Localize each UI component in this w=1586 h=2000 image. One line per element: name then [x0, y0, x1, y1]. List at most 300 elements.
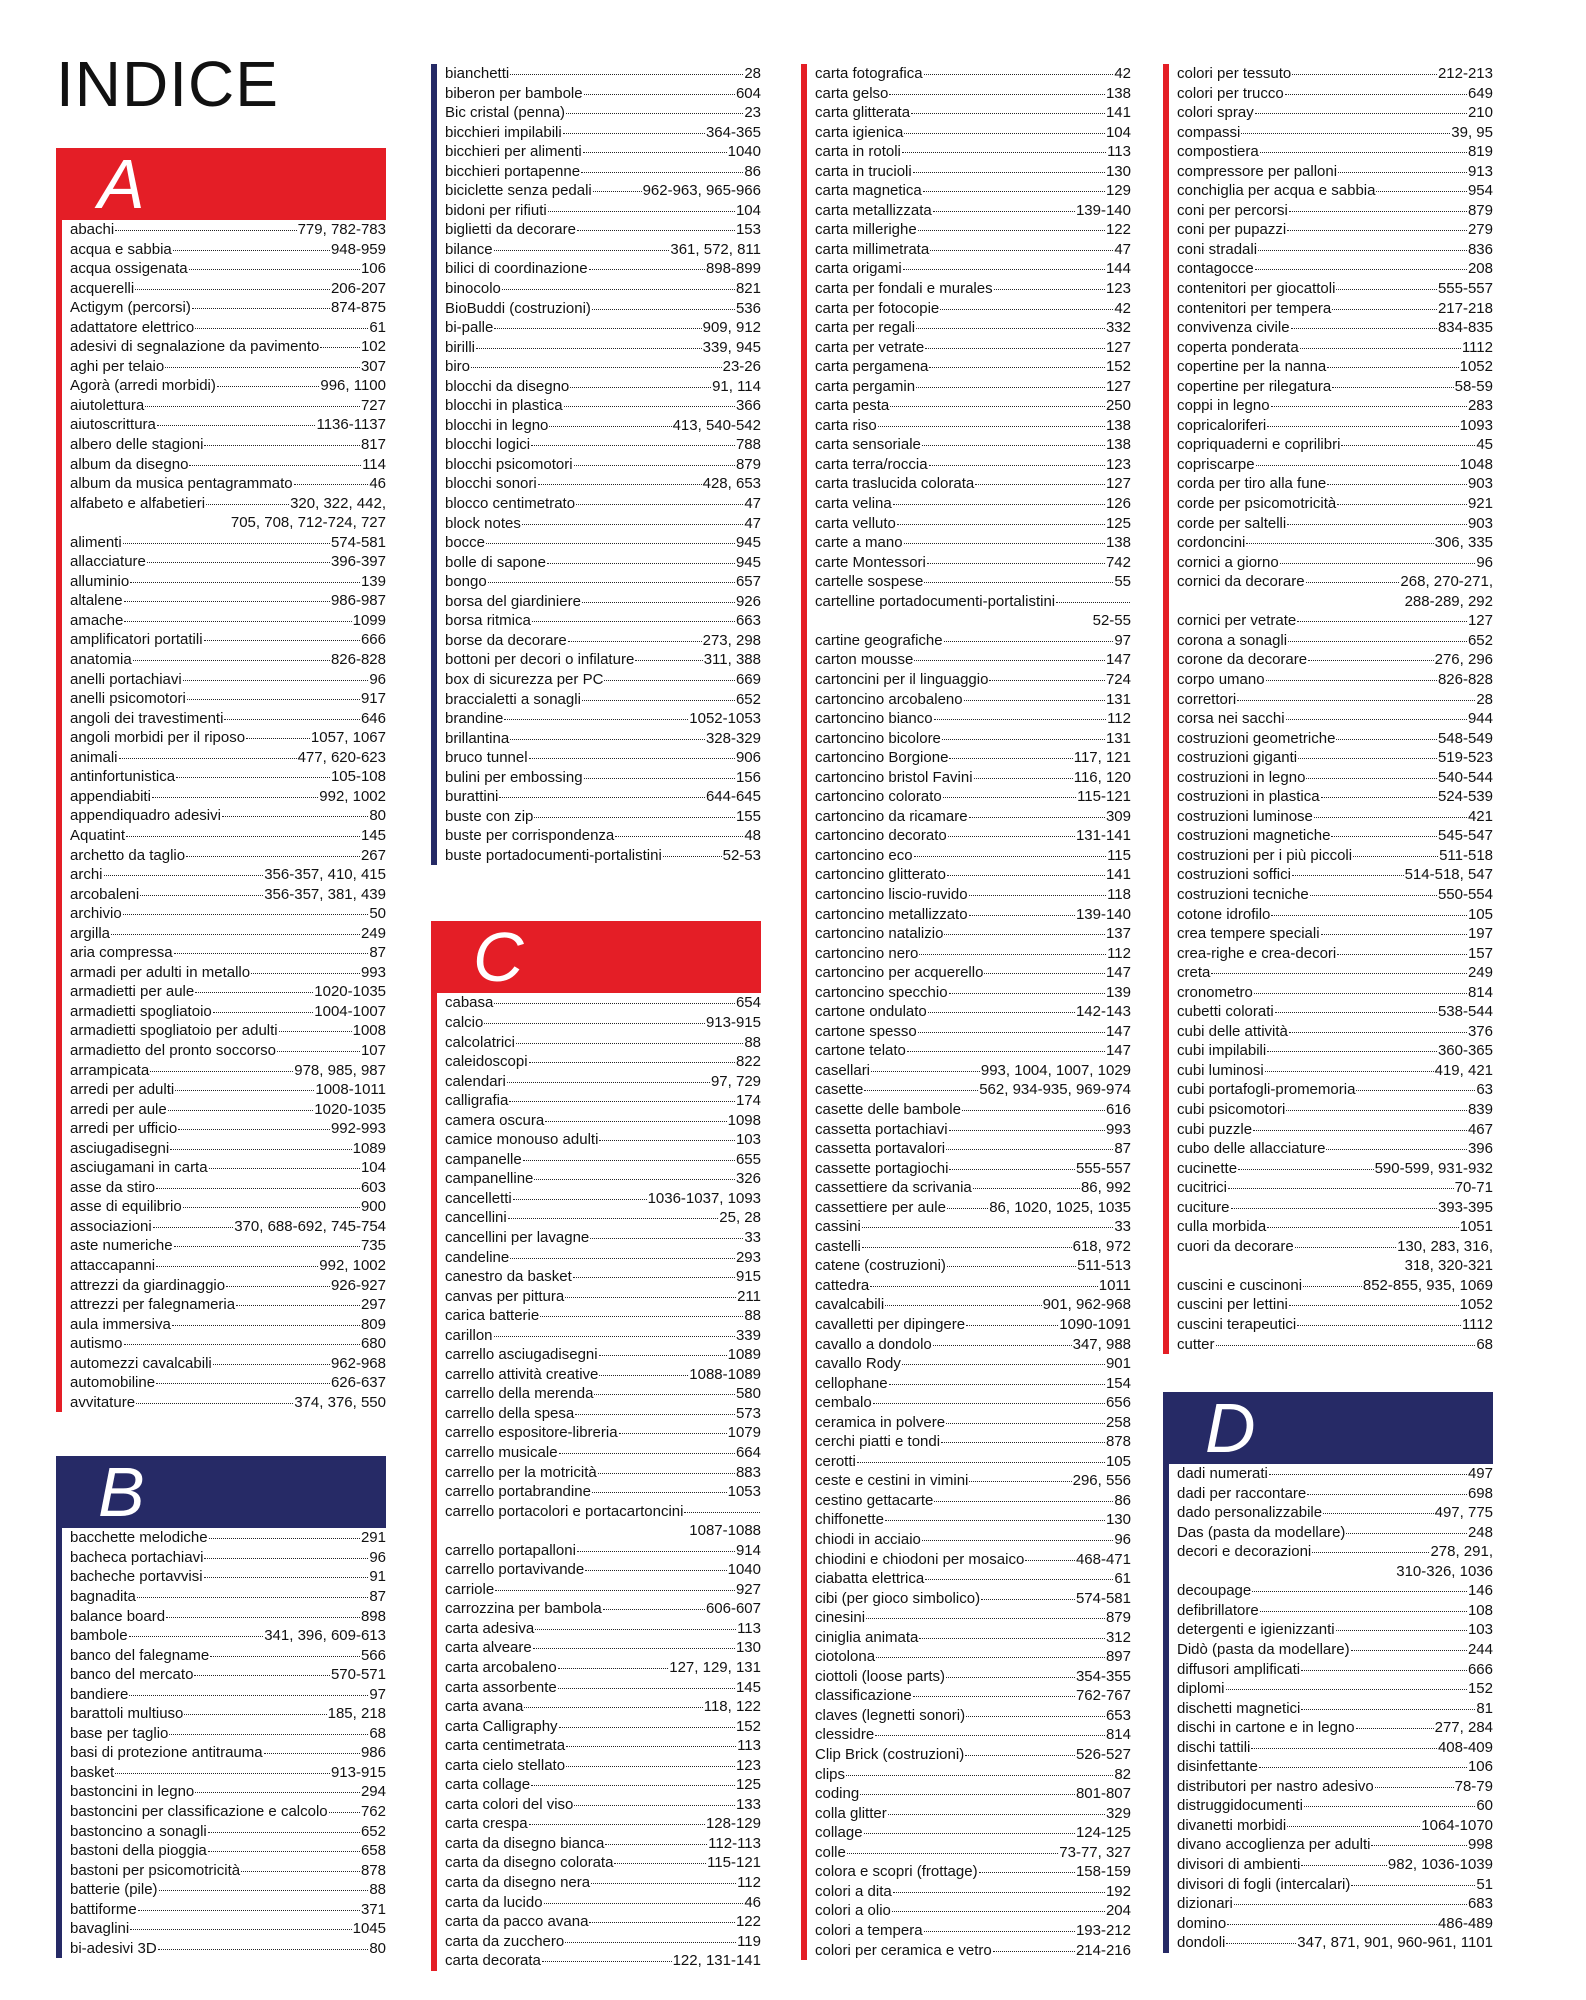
leader-dots: [585, 1570, 726, 1571]
entry-pages: 248: [1467, 1523, 1493, 1541]
index-entry: [70, 1939, 386, 1959]
entry-pages: 393-395: [1437, 1198, 1493, 1216]
index-entry: [1177, 162, 1493, 182]
entry-term: banco del falegname: [70, 1646, 210, 1664]
entry-term: costruzioni giganti: [1177, 749, 1298, 767]
entry-pages: 307: [360, 357, 386, 375]
index-entry: [1177, 1679, 1493, 1699]
leader-dots: [166, 1617, 360, 1618]
entry-pages: 193-212: [1075, 1921, 1131, 1939]
index-entry: [445, 1775, 761, 1795]
entry-term: catene (costruzioni): [815, 1257, 946, 1275]
index-entry: [70, 1217, 386, 1237]
entry-pages: 926: [735, 592, 761, 610]
entry-pages: 834-835: [1437, 319, 1493, 337]
leader-dots: [940, 309, 1113, 310]
leader-dots: [147, 562, 330, 563]
entry-term: cavallo Rody: [815, 1355, 901, 1373]
entry-term: acqua ossigenata: [70, 260, 188, 278]
index-entry: [815, 299, 1131, 319]
entry-term: angoli morbidi per il riposo: [70, 729, 246, 747]
entry-term: carta origami: [815, 260, 902, 278]
entry-term: carta da disegno bianca: [445, 1834, 605, 1852]
leader-dots: [138, 1910, 360, 1911]
entry-pages: 879: [1105, 1609, 1131, 1627]
index-entry: [445, 1619, 761, 1639]
leader-dots: [1267, 1227, 1458, 1228]
leader-dots: [947, 1208, 988, 1209]
index-entry: [815, 1471, 1131, 1491]
leader-dots: [1266, 680, 1437, 681]
entry-pages: 42: [1114, 299, 1131, 317]
entry-term: dischi tattili: [1177, 1738, 1251, 1756]
entry-term: carta velina: [815, 495, 892, 513]
leader-dots: [684, 1512, 760, 1513]
index-entry: [70, 435, 386, 455]
index-entry: [445, 1326, 761, 1346]
entry-term: carta alveare: [445, 1639, 532, 1657]
index-entry: [70, 748, 386, 768]
leader-dots: [1237, 700, 1475, 701]
leader-dots: [919, 1638, 1105, 1639]
index-entry: [1177, 983, 1493, 1003]
index-entry: [815, 455, 1131, 475]
entry-pages: 606-607: [705, 1600, 761, 1618]
entry-term: carta magnetica: [815, 182, 922, 200]
index-entry: [1177, 357, 1493, 377]
index-entry: [70, 1861, 386, 1881]
entry-term: coperta ponderata: [1177, 338, 1299, 356]
entry-pages: 762-767: [1075, 1687, 1131, 1705]
leader-dots: [1280, 563, 1476, 564]
entry-term: divisori di fogli (intercalari): [1177, 1875, 1351, 1893]
entry-term: caleidoscopi: [445, 1053, 528, 1071]
index-entry: [70, 1334, 386, 1354]
index-entry: [1177, 1484, 1493, 1504]
index-entry: [1177, 905, 1493, 925]
index-entry: [445, 357, 761, 377]
entry-term: costruzioni in legno: [1177, 768, 1306, 786]
entry-pages: 250: [1105, 397, 1131, 415]
entry-pages: 652: [1467, 631, 1493, 649]
entry-pages: 1008: [352, 1022, 386, 1040]
leader-dots: [499, 797, 705, 798]
entry-term: attrezzi da giardinaggio: [70, 1276, 226, 1294]
entry-pages: 538-544: [1437, 1003, 1493, 1021]
entry-term: cassettiere da scrivania: [815, 1179, 972, 1197]
leader-dots: [130, 582, 360, 583]
entry-pages: 657: [735, 573, 761, 591]
entry-pages: 112: [1107, 944, 1131, 962]
entry-pages: 341, 396, 609-613: [264, 1627, 386, 1645]
index-entry: [1177, 1738, 1493, 1758]
entry-pages: 147: [1105, 651, 1131, 669]
index-entry: [815, 690, 1131, 710]
entry-term: calendari: [445, 1072, 506, 1090]
index-entry: [445, 455, 761, 475]
entry-term: clessidre: [815, 1726, 875, 1744]
entry-term: cassini: [815, 1218, 861, 1236]
entry-term: dadi per raccontare: [1177, 1484, 1307, 1502]
index-entry: [445, 846, 761, 866]
entry-pages: 130, 283, 316,: [1397, 1237, 1493, 1255]
entry-pages: 78-79: [1454, 1777, 1493, 1795]
entry-pages: 118, 122: [703, 1698, 761, 1716]
entry-pages: 155: [735, 807, 761, 825]
entry-term: cuscini per lettini: [1177, 1296, 1288, 1314]
entry-term: carrello musicale: [445, 1444, 558, 1461]
index-entry: [815, 553, 1131, 573]
entry-term: adattatore elettrico: [70, 318, 195, 336]
index-entry: [815, 1217, 1131, 1237]
entry-term: colori per ceramica e vetro: [815, 1941, 992, 1959]
leader-dots: [605, 1844, 707, 1845]
entry-pages: 91, 114: [712, 377, 761, 395]
entry-pages: 138: [1105, 534, 1131, 552]
entry-pages: 87: [1114, 1140, 1131, 1158]
leader-dots: [1341, 445, 1475, 446]
leader-dots: [1323, 1513, 1434, 1514]
entry-pages: 511-518: [1439, 846, 1493, 864]
entry-pages: 654: [735, 994, 761, 1012]
index-entry: [815, 1784, 1131, 1804]
entry-term: domino: [1177, 1914, 1227, 1932]
leader-dots: [946, 1677, 1075, 1678]
leader-dots: [192, 308, 330, 309]
entry-term: carrello della merenda: [445, 1385, 594, 1403]
entry-pages: 1040: [727, 1561, 761, 1579]
entry-pages: 663: [735, 612, 761, 630]
entry-term: carta velluto: [815, 514, 896, 532]
entry-term: buste portadocumenti-portalistini: [445, 846, 662, 864]
entry-term: armadietti spogliatoio per adulti: [70, 1022, 278, 1040]
entry-term: cartoncino glitterato: [815, 866, 946, 884]
leader-dots: [925, 1579, 1113, 1580]
entry-pages: 147: [1105, 964, 1131, 982]
entry-term: carta cielo stellato: [445, 1756, 566, 1774]
entry-pages: 914: [735, 1541, 761, 1559]
index-entry: [445, 220, 761, 240]
leader-dots: [929, 465, 1105, 466]
leader-dots: [534, 817, 735, 818]
index-entry: [445, 1482, 761, 1502]
entry-term: bacheche portavvisi: [70, 1568, 203, 1586]
entry-term: defibrillatore: [1177, 1601, 1259, 1619]
entry-term: cartoncino natalizio: [815, 925, 944, 943]
leader-dots: [1332, 309, 1437, 310]
index-entry: [815, 1041, 1131, 1061]
entry-term: armadi per adulti in metallo: [70, 963, 251, 981]
index-entry: [70, 1704, 386, 1724]
entry-term: carta sensoriale: [815, 436, 921, 454]
index-entry: [445, 1267, 761, 1287]
leader-dots: [1226, 1689, 1467, 1690]
entry-term: carta in trucioli: [815, 162, 912, 180]
entry-term: cartelline portadocumenti-portalistini: [815, 592, 1056, 610]
entry-term: archi: [70, 866, 103, 884]
leader-dots: [1275, 1012, 1437, 1013]
entry-term: cerchi piatti e tondi: [815, 1433, 941, 1451]
leader-dots: [1255, 269, 1467, 270]
entry-pages: 1040: [727, 143, 761, 161]
index-entry: [445, 435, 761, 455]
entry-term: avvitature: [70, 1393, 136, 1411]
entry-term: coni stradali: [1177, 240, 1258, 258]
entry-term: carrello portavivande: [445, 1561, 585, 1579]
entry-term: conchiglia per acqua e sabbia: [1177, 182, 1376, 200]
entry-pages: 821: [735, 280, 761, 298]
entry-pages: 46: [744, 1893, 761, 1911]
entry-term: cutter: [1177, 1335, 1215, 1353]
index-entry: [445, 1130, 761, 1150]
leader-dots: [251, 973, 360, 974]
entry-term: appendiquadro adesivi: [70, 807, 221, 825]
index-entry: [70, 630, 386, 650]
entry-pages: 42: [1114, 65, 1131, 82]
entry-pages: 124-125: [1075, 1824, 1131, 1842]
index-column-3: [801, 64, 1131, 1960]
entry-pages: 917: [360, 690, 386, 708]
leader-dots: [885, 1520, 1105, 1521]
entry-term: carta pergamena: [815, 358, 929, 376]
entry-term: blocchi psicomotori: [445, 455, 573, 473]
leader-dots: [593, 191, 642, 192]
leader-dots: [592, 309, 735, 310]
entry-term: associazioni: [70, 1217, 152, 1235]
index-entry: [445, 1228, 761, 1248]
entry-pages: 146: [1467, 1582, 1493, 1600]
leader-dots: [1252, 1591, 1467, 1592]
entry-term: cotone idrofilo: [1177, 905, 1271, 923]
leader-dots: [619, 1433, 727, 1434]
leader-dots: [566, 113, 743, 114]
entry-pages: 909, 912: [702, 319, 761, 337]
entry-pages: 141: [1105, 104, 1131, 122]
index-entry: [1177, 1523, 1493, 1543]
entry-pages: 992-993: [330, 1120, 386, 1138]
index-entry: [1177, 1894, 1493, 1914]
entry-pages: 63: [1476, 1081, 1493, 1099]
leader-dots: [156, 1383, 330, 1384]
entry-term: cartoncino arcobaleno: [815, 690, 963, 708]
entry-term: copertine per la nanna: [1177, 358, 1327, 376]
leader-dots: [195, 328, 368, 329]
entry-pages: 312: [1105, 1628, 1131, 1646]
index-entry: [445, 1306, 761, 1326]
entry-pages: 117, 121: [1073, 749, 1131, 767]
entry-pages: 626-637: [330, 1374, 386, 1392]
entry-pages: 921: [1467, 495, 1493, 513]
entry-term: carrozzina per bambola: [445, 1600, 602, 1618]
index-entry: [445, 1033, 761, 1053]
entry-term: carta riso: [815, 416, 877, 434]
entry-term: cartoncino liscio-ruvido: [815, 885, 968, 903]
index-entry: [815, 181, 1131, 201]
entry-pages: 354-355: [1075, 1667, 1131, 1685]
index-entry: [815, 533, 1131, 553]
leader-dots: [913, 172, 1105, 173]
leader-dots: [524, 1707, 702, 1708]
leader-dots: [581, 172, 743, 173]
index-entry: [445, 787, 761, 807]
entry-pages: 116, 120: [1073, 768, 1131, 786]
entry-pages: 1090-1091: [1059, 1316, 1131, 1333]
entry-term: amplificatori portatili: [70, 631, 203, 649]
leader-dots: [975, 484, 1105, 485]
index-entry: [1177, 64, 1493, 84]
entry-pages: 96: [1114, 1531, 1131, 1549]
entry-pages: 644-645: [705, 788, 761, 806]
index-entry: [445, 1541, 761, 1561]
entry-pages: 139-140: [1075, 905, 1131, 923]
leader-dots: [902, 152, 1106, 153]
entry-term: bi-adesivi 3D: [70, 1939, 157, 1957]
index-entry: [445, 1091, 761, 1111]
index-entry: [815, 865, 1131, 885]
leader-dots: [993, 1951, 1075, 1952]
entry-pages: 137: [1105, 925, 1131, 943]
entry-term: cartoncino Borgione: [815, 749, 949, 767]
entry-term: camice monouso adulti: [445, 1131, 599, 1149]
leader-dots: [860, 1794, 1075, 1795]
entry-pages: 147: [1105, 1042, 1131, 1060]
leader-dots: [1234, 1904, 1467, 1905]
leader-dots: [1308, 660, 1434, 661]
index-entry: [815, 1393, 1131, 1413]
leader-dots: [948, 836, 1075, 837]
leader-dots: [1227, 1924, 1437, 1925]
leader-dots: [914, 660, 1105, 661]
entry-pages: 82: [1114, 1765, 1131, 1783]
entry-pages: 680: [360, 1335, 386, 1353]
leader-dots: [547, 563, 735, 564]
entry-term: casette: [815, 1081, 864, 1099]
entry-term: copriquaderni e coprilibri: [1177, 436, 1341, 454]
index-entry: [815, 1550, 1131, 1570]
index-entry: [445, 240, 761, 260]
leader-dots: [1211, 973, 1467, 974]
entry-term: campanelline: [445, 1170, 534, 1188]
entry-pages: 1052: [1459, 358, 1493, 376]
leader-dots: [962, 1110, 1105, 1111]
index-entry: [70, 885, 386, 905]
leader-dots: [513, 1199, 647, 1200]
entry-pages: 50: [369, 905, 386, 923]
index-entry: [445, 123, 761, 143]
leader-dots: [1269, 1474, 1467, 1475]
entry-pages: 276, 296: [1434, 651, 1493, 669]
leader-dots: [577, 1551, 735, 1552]
index-entry: [445, 1443, 761, 1463]
entry-term: cartoncino colorato: [815, 788, 942, 806]
leader-dots: [535, 1629, 736, 1630]
leader-dots: [1254, 993, 1467, 994]
entry-pages: 1112: [1461, 338, 1493, 356]
entry-pages: 570-571: [330, 1666, 386, 1684]
index-entry: [445, 416, 761, 436]
leader-dots: [589, 1922, 735, 1923]
index-entry: [815, 1100, 1131, 1120]
index-entry: [70, 1315, 386, 1335]
index-entry: [1177, 142, 1493, 162]
index-entry: [1177, 533, 1493, 553]
index-entry: [445, 611, 761, 631]
index-entry: [815, 103, 1131, 123]
index-entry: [70, 1567, 386, 1587]
entry-term: correttori: [1177, 690, 1237, 708]
entry-term: arredi per ufficio: [70, 1120, 178, 1138]
index-entry: [1177, 1139, 1493, 1159]
entry-pages: 548-549: [1437, 729, 1493, 747]
leader-dots: [1327, 367, 1458, 368]
entry-pages: 127: [1467, 612, 1493, 630]
entry-pages: 145: [360, 826, 386, 844]
index-entry: [1177, 1237, 1493, 1276]
entry-pages: 211: [737, 1287, 761, 1305]
index-entry: [815, 123, 1131, 143]
leader-dots: [590, 1238, 743, 1239]
index-entry: [1177, 1816, 1493, 1836]
index-entry: [445, 1052, 761, 1072]
leader-dots: [136, 1403, 293, 1404]
entry-pages: 1089: [727, 1346, 761, 1364]
index-entry: [1177, 279, 1493, 299]
leader-dots: [544, 1903, 744, 1904]
index-entry: [445, 631, 761, 651]
entry-term: cartoncino bicolore: [815, 729, 941, 747]
entry-pages: 23: [744, 104, 761, 122]
entry-pages: 217-218: [1437, 299, 1493, 317]
leader-dots: [111, 934, 360, 935]
leader-dots: [584, 94, 735, 95]
entry-pages: 836: [1467, 240, 1493, 258]
leader-dots: [973, 1188, 1080, 1189]
index-entry: [445, 592, 761, 612]
leader-dots: [566, 1766, 735, 1767]
entry-term: cuori da decorare: [1177, 1237, 1294, 1255]
index-entry: [1177, 807, 1493, 827]
entry-pages: 133: [735, 1795, 761, 1813]
entry-term: cucitrici: [1177, 1179, 1228, 1197]
entry-pages: 574-581: [330, 533, 386, 551]
entry-pages: 258: [1105, 1413, 1131, 1431]
index-entry: [445, 1404, 761, 1424]
entry-term: armadietto del pronto soccorso: [70, 1041, 276, 1059]
index-entry: [70, 1061, 386, 1081]
leader-dots: [574, 1805, 735, 1806]
index-entry: [815, 768, 1131, 788]
entry-term: decori e decorazioni: [1177, 1543, 1312, 1561]
entry-term: BioBuddi (costruzioni): [445, 299, 591, 317]
entry-pages: 1011: [1098, 1276, 1131, 1294]
entry-term: buste con zip: [445, 807, 534, 825]
entry-pages: 88: [744, 1307, 761, 1325]
entry-term: aste numeriche: [70, 1237, 173, 1255]
entry-term: arredi per aule: [70, 1100, 167, 1118]
index-entry: [1177, 1002, 1493, 1022]
entry-pages: 1098: [727, 1111, 761, 1129]
leader-dots: [904, 543, 1105, 544]
entry-term: bastoni per psicomotricità: [70, 1861, 241, 1879]
entry-term: bastoni della pioggia: [70, 1842, 207, 1860]
leader-dots: [1267, 1051, 1437, 1052]
entry-pages: 986-987: [330, 592, 386, 610]
entry-pages: 962-963, 965-966: [642, 182, 761, 200]
entry-term: costruzioni per i più piccoli: [1177, 846, 1353, 864]
leader-dots: [495, 1590, 735, 1591]
leader-dots: [510, 739, 705, 740]
entry-pages: 204: [1105, 1902, 1131, 1920]
